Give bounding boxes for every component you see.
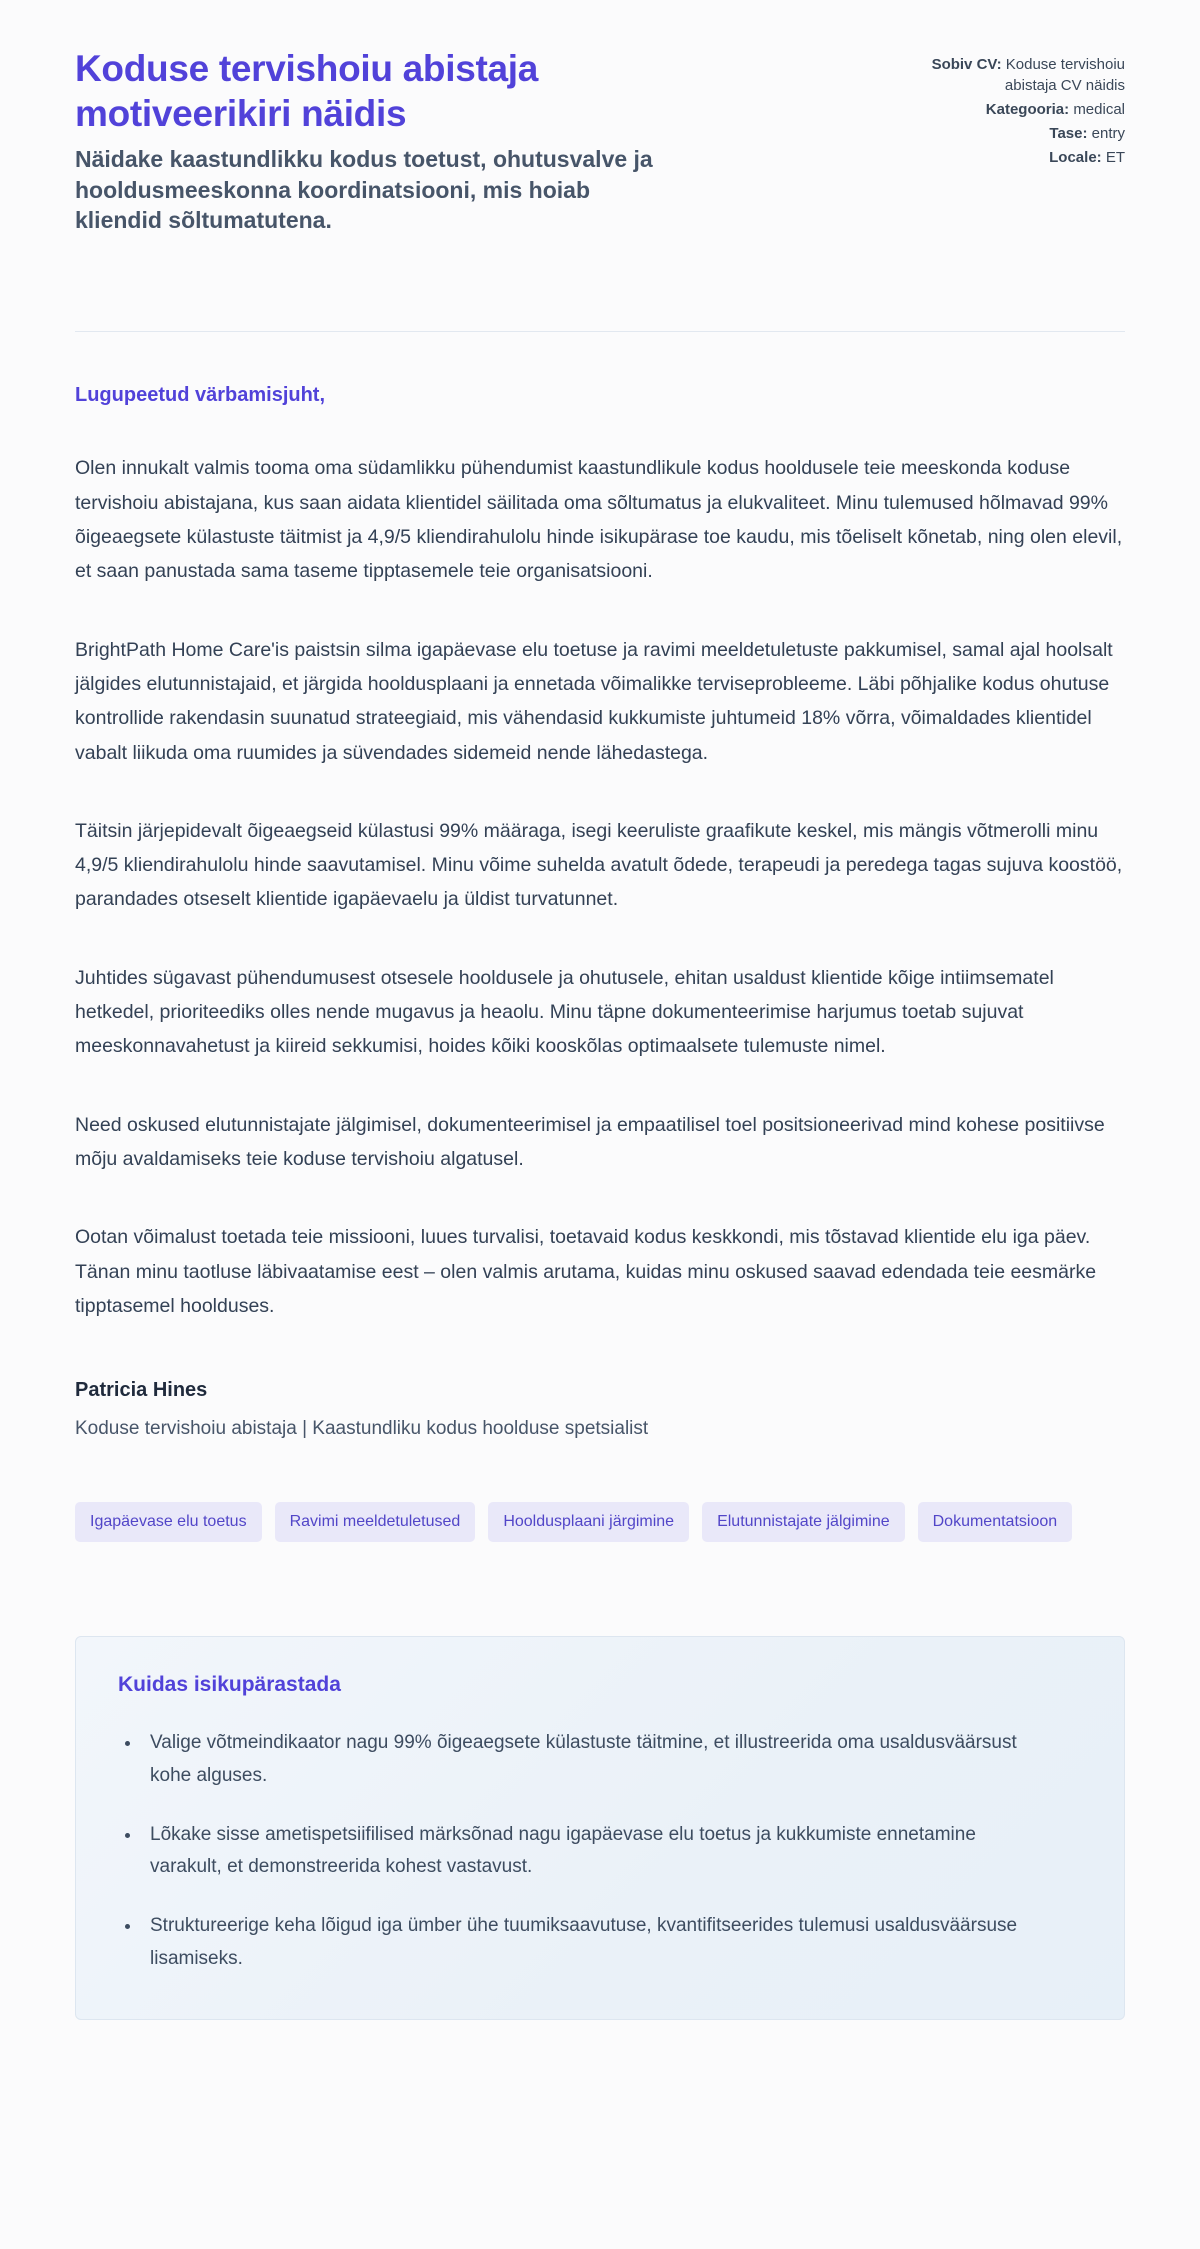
meta-category-label: Kategooria: <box>985 101 1070 118</box>
meta-category-value: medical <box>1073 101 1125 118</box>
letter-paragraph: Täitsin järjepidevalt õigeaegseid külastusi 99% määraga, isegi keeruliste graafikute keskel, mis mängis võtmerolli minu 4,9/5 kliendirahulolu hinde saavutamisel. Minu võime suhelda avatult õdede, terapeudi ja peredega tagas sujuva koostöö, parandades otseselt klientide igapäevaelu ja üldist turvatunnet. <box>75 819 1123 911</box>
meta-matching-cv <box>880 54 1125 96</box>
letter-paragraph: Need oskused elutunnistajate jälgimisel, dokumenteerimisel ja empaatilisel toel positsioneerivad mind kohese positiivse mõju avaldamiseks teie koduse tervishoiu algatusel. <box>75 1113 1105 1171</box>
skill-tag: Igapäevase elu toetus <box>75 1502 262 1542</box>
skill-tag: Elutunnistajate jälgimine <box>702 1502 905 1542</box>
skill-tags <box>75 1502 1125 1542</box>
tip-item: • Valige võtmeindikaator nagu 99% õigeaegsete külastuste täitmine, et illustreerida oma usaldusväärsust kohe alguses. <box>142 1727 1042 1792</box>
letter-paragraph: BrightPath Home Care'is paistsin silma igapäevase elu toetuse ja ravimi meeldetuletuste pakkumisel, samal ajal hoolsalt jälgides elutunnistajaid, et järgida hooldusplaani ja ennetada võimalikke terviseprobleeme. Läbi põhjalike kodus ohutuse kontrollide rakendasin suunatud strateegiaid, mis vähendasid kukkumiste juhtumeid 18% võrra, võimaldades klientidel vabalt liikuda oma ruumides ja süvendades sidemeid nende lähedastega. <box>75 638 1113 764</box>
header-title-block <box>75 46 695 235</box>
page-header <box>75 46 1125 235</box>
letter-body <box>75 451 1125 1323</box>
personalization-tips-box <box>75 1636 1125 2020</box>
tips-list <box>118 1727 1082 1975</box>
meta-level-label: Tase: <box>1049 125 1088 142</box>
letter-paragraph: Juhtides sügavast pühendumusest otsesele hooldusele ja ohutusele, ehitan usaldust klientide kõige intiimsematel hetkedel, prioriteediks olles nende mugavus ja heaolu. Minu täpne dokumenteerimise harjumus toetab sujuvat meeskonnavahetust ja kiireid sekkumisi, hoides kõiki kooskõlas optimaalsete tulemuste nimel. <box>75 966 1054 1058</box>
meta-matching-cv-value: Koduse tervishoiu abistaja CV näidis <box>1004 56 1125 94</box>
letter-greeting: Lugupeetud värbamisjuht, <box>75 384 326 407</box>
meta-locale-value: ET <box>1105 149 1125 166</box>
meta-matching-cv-label: Sobiv CV: <box>931 56 1002 73</box>
page-title: Koduse tervishoiu abistaja motiveerikiri näidis <box>75 48 539 135</box>
skill-tag: Dokumentatsioon <box>918 1502 1073 1542</box>
letter-paragraph: Olen innukalt valmis tooma oma südamlikku pühendumist kaastundlikule kodus hooldusele teie meeskonda koduse tervishoiu abistajana, kus saan aidata klientidel säilitada oma sõltumatus ja elukvaliteet. Minu tulemused hõlmavad 99% õigeaegsete külastuste täitmist ja 4,9/5 kliendirahulolu hinde isikupärase toe kaudu, mis tõeliselt kõnetab, ning olen elevil, et saan panustada sama taseme tipptasemele teie organisatsiooni. <box>75 457 1123 583</box>
page-subtitle: Näidake kaastundlikku kodus toetust, ohutusvalve ja hooldusmeeskonna koordinatsiooni, mis hoiab kliendid sõltumatutena. <box>75 146 653 233</box>
skill-tag: Hooldusplaani järgimine <box>488 1502 689 1542</box>
signature-block <box>75 1379 1125 1440</box>
letter-paragraph: Ootan võimalust toetada teie missiooni, luues turvalisi, toetavaid kodus keskkondi, mis tõstavad klientide elu iga päev. Tänan minu taotluse läbivaatamise eest – olen valmis arutama, kuidas minu oskused saavad edendada teie eesmärke tipptasemel hoolduses. <box>75 1226 1097 1317</box>
meta-level-value: entry <box>1091 125 1125 142</box>
meta-locale-label: Locale: <box>1049 149 1102 166</box>
meta-category <box>880 99 1125 120</box>
signature-name: Patricia Hines <box>75 1379 208 1402</box>
tip-item: • Lõkake sisse ametispetsiifilised märksõnad nagu igapäevase elu toetus ja kukkumiste ennetamine varakult, et demonstreerida kohest vastavust. <box>142 1819 1042 1884</box>
skill-tag: Ravimi meeldetuletused <box>275 1502 476 1542</box>
header-divider <box>75 331 1125 332</box>
meta-locale <box>880 147 1125 168</box>
signature-role: Koduse tervishoiu abistaja | Kaastundliku kodus hoolduse spetsialist <box>75 1418 649 1440</box>
tip-item: • Struktureerige keha lõigud iga ümber ühe tuumiksaavutuse, kvantifitseerides tulemusi usaldusväärsuse lisamiseks. <box>142 1910 1042 1975</box>
tips-heading: Kuidas isikupärastada <box>118 1673 341 1697</box>
meta-panel <box>880 46 1125 171</box>
meta-level <box>880 123 1125 144</box>
